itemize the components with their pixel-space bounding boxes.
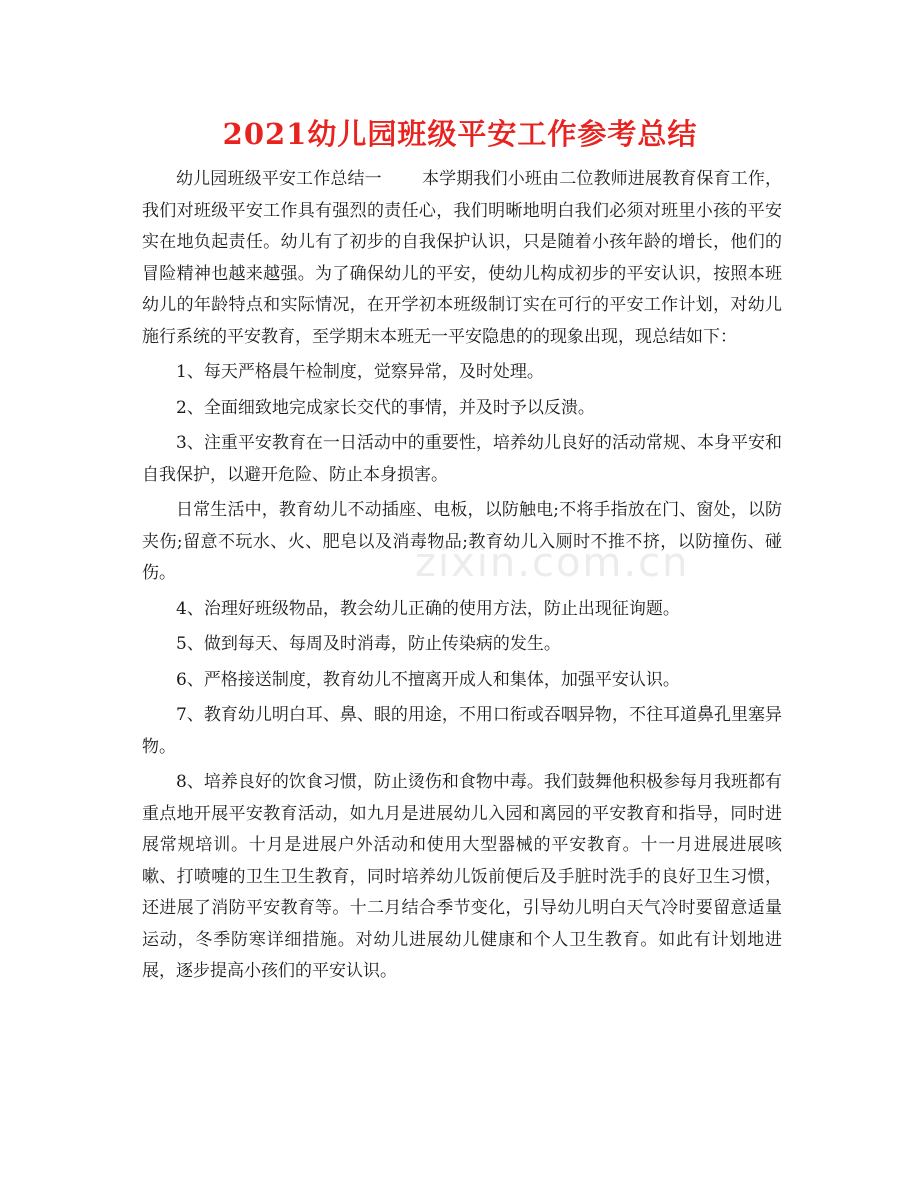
paragraph-daily-life: 日常生活中，教育幼儿不动插座、电板，以防触电;不将手指放在门、窗处，以防夹伤;留意不玩水、火、肥皂以及消毒物品;教育幼儿入厕时不推不挤，以防撞伤、碰伤。 — [142, 500, 782, 583]
paragraph-1: 1、每天严格晨午检制度，觉察异常，及时处理。 — [176, 362, 544, 382]
intro-text: 本学期我们小班由二位教师进展教育保育工作，我们对班级平安工作具有强烈的责任心，我们明晰地明白我们必须对班里小孩的平安实在地负起责任。幼儿有了初步的自我保护认识，只是随着小孩年龄的增长，他们的冒险精神也越来越强。为了确保幼儿的平安，使幼儿构成初步的平安认识，按照本班幼儿的年龄特点和实际情况，在开学初本班级制订实在可行的平安工作计划，对幼儿施行系统的平安教育，至学期末本班无一平安隐患的的现象出现，现总结如下： — [142, 169, 783, 347]
paragraph-2: 2、全面细致地完成家长交代的事情，并及时予以反溃。 — [176, 397, 595, 418]
document-title: 2021幼儿园班级平安工作参考总结 — [222, 117, 698, 151]
paragraph-7: 7、教育幼儿明白耳、鼻、眼的用途，不用口衔或吞咽异物，不往耳道鼻孔里塞异物。 — [142, 705, 782, 757]
paragraph-3: 3、注重平安教育在一日活动中的重要性，培养幼儿良好的活动常规、本身平安和自我保护，以避开危险、防止本身损害。 — [142, 433, 782, 485]
paragraph-8: 8、培养良好的饮食习惯，防止烫伤和食物中毒。我们鼓舞他积极参每月我班都有重点地开展平安教育活动，如九月是进展幼儿入园和离园的平安教育和指导，同时进展常规培训。十月是进展户外活动和使用大型器械的平安教育。十一月进展进展咳嗽、打喷嚏的卫生卫生教育，同时培养幼儿饭前便后及手脏时洗手的良好卫生习惯，还进展了消防平安教育等。十二月结合季节变化，引导幼儿明白天气冷时要留意适量运动，冬季防寒详细措施。对幼儿进展幼儿健康和个人卫生教育。如此有计划地进展，逐步提高小孩们的平安认识。 — [142, 772, 782, 981]
document-body — [142, 164, 782, 992]
intro-paragraph — [142, 164, 782, 353]
paragraph-4: 4、治理好班级物品，教会幼儿正确的使用方法，防止出现征询题。 — [176, 598, 680, 619]
watermark: zixin.com.cn — [415, 540, 690, 586]
intro-label: 幼儿园班级平安工作总结一 — [176, 169, 382, 189]
paragraph-5: 5、做到每天、每周及时消毒，防止传染病的发生。 — [176, 634, 561, 654]
paragraph-6: 6、严格接送制度，教育幼儿不擅离开成人和集体，加强平安认识。 — [176, 669, 680, 690]
